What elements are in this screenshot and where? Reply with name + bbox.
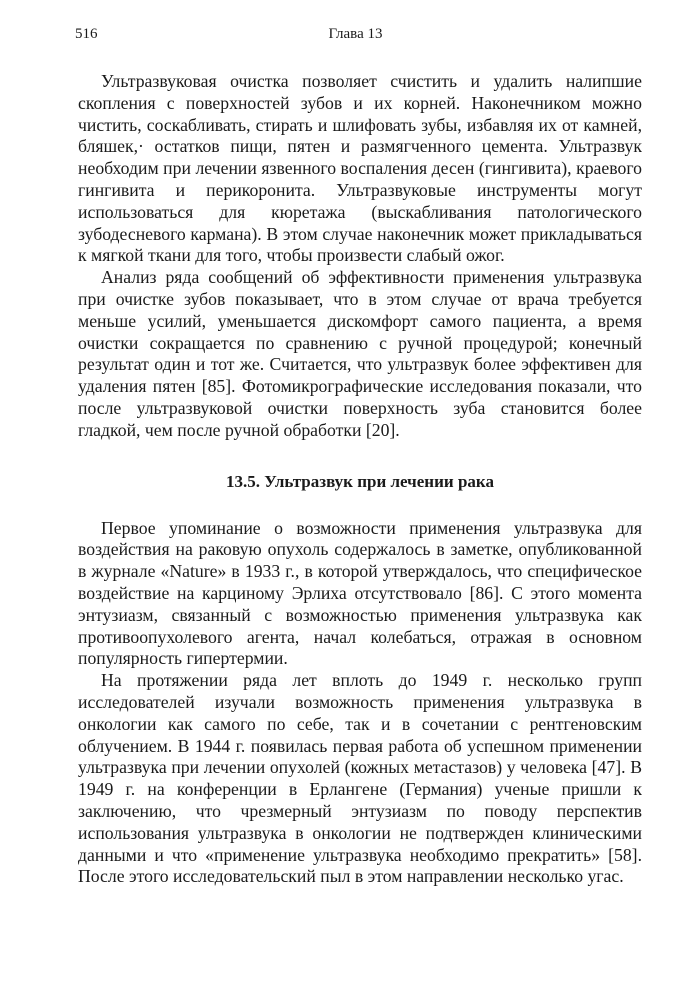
page-body (78, 71, 642, 888)
paragraph-ultrasonic-cleaning: Ультразвуковая очистка позволяет счистить и удалить налипшие скопления с поверхностей зубов и их корней. Наконечником можно чистить, соскабливать, стирать и шлифовать зубы, избавляя их от камней, бляшек,· остатков пищи, пятен и размягченного цемента. Ультразвук необходим при лечении язвенного воспаления десен (гингивита), краевого гингивита и перикоронита. Ультразвуковые инструменты могут использоваться для кюретажа (выскабливания патологического зубодесневого кармана). В этом случае наконечник может прикладываться к мягкой ткани для того, чтобы произвести слабый ожог. (78, 71, 642, 266)
section-heading: 13.5. Ультразвук при лечении рака (226, 471, 494, 491)
paragraph-research-history: На протяжении ряда лет вплоть до 1949 г. несколько групп исследователей изучали возможность применения ультразвука в онкологии как самого по себе, так и в сочетании с рентгеновским облучением. В 1944 г. появилась первая работа об успешном применении ультразвука при лечении опухолей (кожных метастазов) у человека [47]. В 1949 г. на конференции в Ерлангене (Германия) ученые пришли к заключению, что чрезмерный энтузиазм по поводу перспектив использования ультразвука в онкологии не подтвержден клиническими данными и что «применение ультразвука необходимо прекратить» [58]. После этого исследовательский пыл в этом направлении несколько угас. (78, 670, 642, 887)
paragraph-first-mention: Первое упоминание о возможности применения ультразвука для воздействия на раковую опухоль содержалось в заметке, опубликованной в журнале «Nature» в 1933 г., в которой утверждалось, что специфическое воздействие на карциному Эрлиха отсутствовало [86]. С этого момента энтузиазм, связанный с возможностью применения ультразвука как противоопухолевого агента, начал колебаться, отражая в основном популярность гипертермии. (78, 517, 642, 669)
running-head: Глава 13 (328, 26, 383, 42)
paragraph-cleaning-efficiency: Анализ ряда сообщений об эффективности применения ультразвука при очистке зубов показывает, что в этом случае от врача требуется меньше усилий, уменьшается дискомфорт самого пациента, а время очистки сокращается по сравнению с ручной процедурой; конечный результат один и тот же. Считается, что ультразвук более эффективен для удаления пятен [85]. Фотомикрографические исследования показали, что после ультразвуковой очистки поверхность зуба становится более гладкой, чем после ручной обработки [20]. (78, 267, 642, 440)
page-header (75, 26, 636, 46)
page-number: 516 (75, 26, 98, 42)
